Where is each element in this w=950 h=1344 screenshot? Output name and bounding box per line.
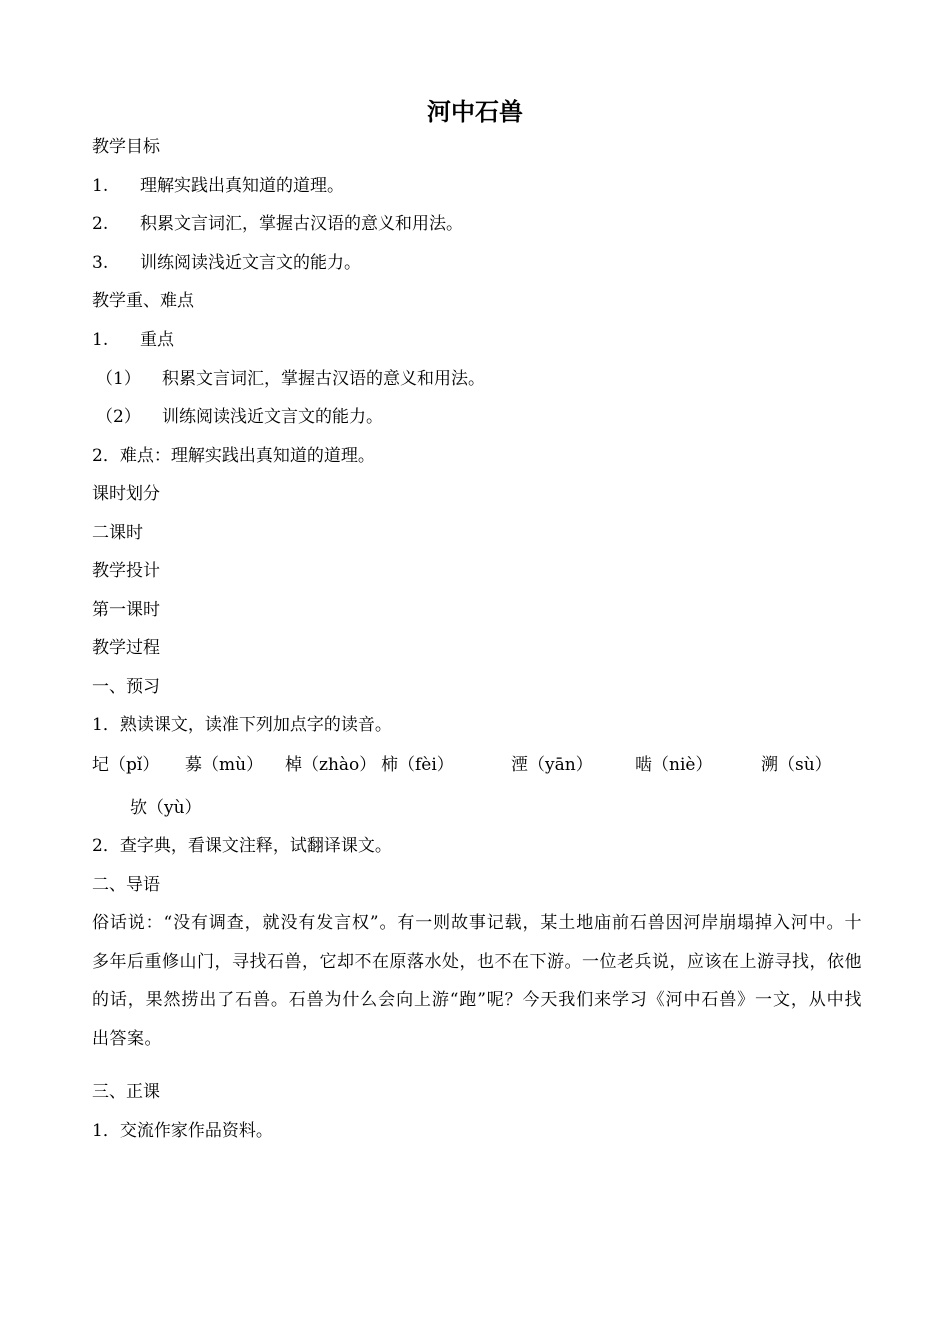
pinyin-item: 棹（zhào） [285,755,377,775]
periods-text: 二课时 [92,523,143,543]
lesson-heading: 三、正课 [92,1082,160,1102]
key-subpoint-text: 积累文言词汇，掌握古汉语的意义和用法。 [162,369,485,389]
pinyin-item: 溯（sù） [761,755,832,775]
document-title: 河中石兽 [427,98,523,126]
key-point-item [92,328,174,352]
section-heading-periods: 课时划分 [92,484,160,504]
goal-number: 2. [92,214,109,234]
key-point-text: 重点 [140,330,174,350]
intro-heading: 二、导语 [92,875,160,895]
preview-item-1: 1．熟读课文，读准下列加点字的读音。 [92,715,392,735]
key-point-number: 1. [92,330,109,350]
goal-text: 理解实践出真知道的道理。 [140,176,344,196]
pinyin-item: 柿（fèi） [381,755,454,775]
pinyin-item: 圮（pǐ） [92,755,160,775]
key-subpoint-number: （1） [96,369,141,389]
lesson-item-1: 1．交流作家作品资料。 [92,1121,273,1141]
process-heading: 教学过程 [92,638,160,658]
intro-paragraph: 俗话说：“没有调查，就没有发言权”。有一则故事记载，某土地庙前石兽因河岸崩塌掉入河中。十多年后重修山门，寻找石兽，它却不在原落水处，也不在下游。一位老兵说，应该在上游寻找，依他的话，果然捞出了石兽。石兽为什么会向上游“跑”呢？今天我们来学习《河中石兽》一文，从中找出答案。 [92,913,862,1049]
first-period-heading: 第一课时 [92,600,160,620]
preview-item-2: 2．查字典，看课文注释，试翻译课文。 [92,836,392,856]
key-subpoint-item [96,367,485,391]
goal-number: 3. [92,253,109,273]
goal-item [92,174,344,198]
pinyin-list [92,753,832,777]
section-heading-key: 教学重、难点 [92,291,194,311]
key-subpoint-number: （2） [96,407,141,427]
key-subpoint-item [96,405,383,429]
section-heading-design: 教学投计 [92,561,160,581]
preview-heading: 一、预习 [92,677,160,697]
goal-text: 训练阅读浅近文言文的能力。 [140,253,361,273]
goal-item [92,251,361,275]
goal-number: 1. [92,176,109,196]
key-subpoint-text: 训练阅读浅近文言文的能力。 [162,407,383,427]
pinyin-item: 啮（niè） [635,755,713,775]
pinyin-item: 湮（yān） [511,755,593,775]
pinyin-item: 欤（yù） [130,798,202,818]
goal-text: 积累文言词汇，掌握古汉语的意义和用法。 [140,214,463,234]
section-heading-goals: 教学目标 [92,137,160,157]
pinyin-item: 募（mù） [185,755,264,775]
goal-item [92,212,463,236]
difficulty-line: 2．难点：理解实践出真知道的道理。 [92,446,375,466]
